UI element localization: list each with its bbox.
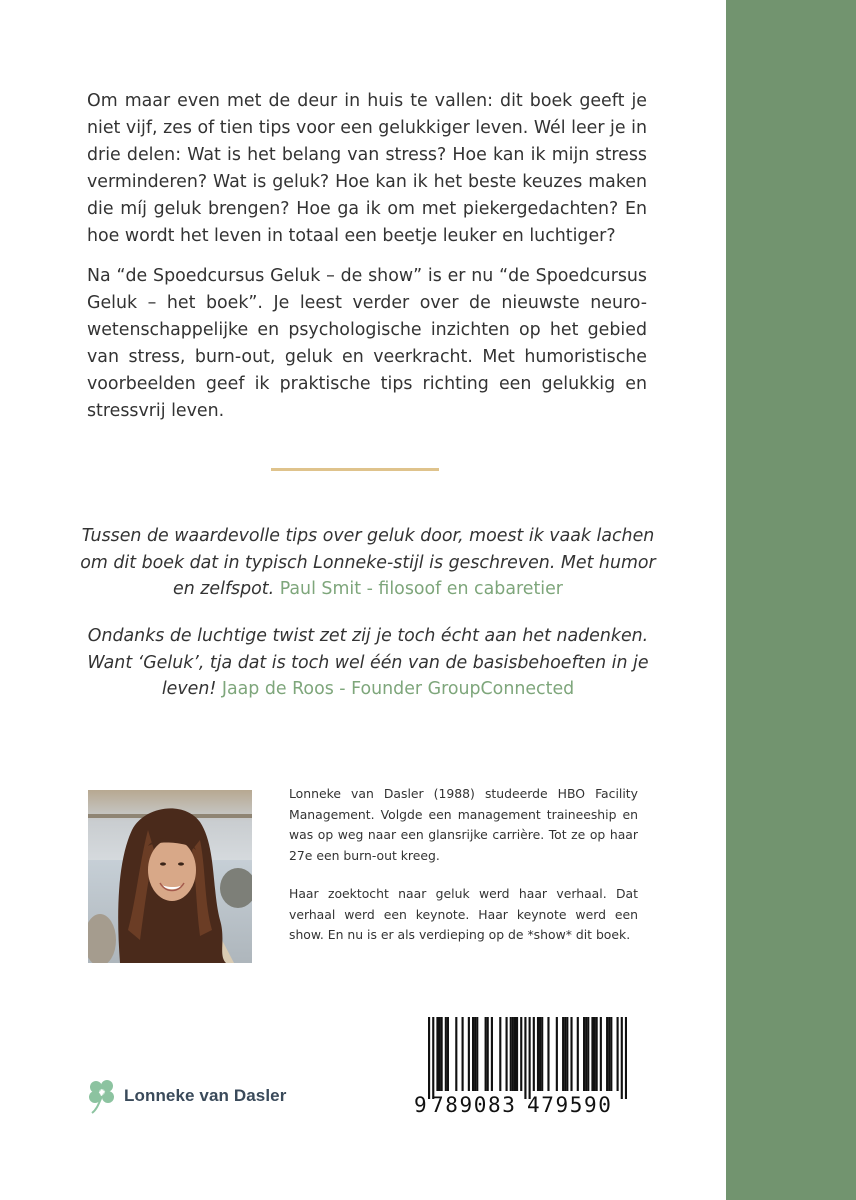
clover-icon — [86, 1078, 118, 1114]
author-bio-2: Haar zoektocht naar geluk werd haar verhaal. Dat verhaal werd een keynote. Haar keynote werd een show. En nu is er als verdieping op de *show* dit boek. — [289, 886, 638, 943]
quote-jaap-de-roos — [68, 623, 668, 703]
barcode-bar — [445, 1017, 447, 1091]
green-spine-band — [726, 0, 856, 1200]
barcode-bar — [539, 1017, 541, 1091]
barcode-bar — [617, 1017, 619, 1091]
barcode-bar — [529, 1017, 531, 1099]
isbn-barcode — [414, 1016, 629, 1122]
barcode-bar — [455, 1017, 457, 1091]
barcode-bar — [524, 1017, 526, 1099]
barcode-lead-digit: 9 — [414, 1093, 427, 1117]
barcode-bar — [485, 1017, 487, 1091]
barcode-bar — [562, 1017, 564, 1091]
barcode-bar — [491, 1017, 493, 1091]
barcode-bar — [583, 1017, 585, 1091]
barcode-bar — [596, 1017, 598, 1091]
barcode-bar — [608, 1017, 610, 1091]
barcode-bar — [499, 1017, 501, 1091]
barcode-bar — [570, 1017, 572, 1091]
quote-text: Ondanks de luchtige twist zet zij je toch écht aan het nadenken. Want ‘Geluk’, tja dat is toch wel één van de basisbehoeften in je leven! — [87, 626, 649, 699]
barcode-bar — [541, 1017, 543, 1091]
barcode-bar — [516, 1017, 518, 1091]
barcode-bar — [591, 1017, 593, 1091]
barcode-bars — [428, 1017, 627, 1099]
barcode-bar — [585, 1017, 587, 1091]
intro-paragraph: Om maar even met de deur in huis te vallen: dit boek geeft je niet vijf, zes of tien tips voor een gelukkiger leven. Wél leer je in drie delen: Wat is het belang van stress? Hoe kan ik mijn stress verminderen? Wat is geluk? Hoe kan ik het beste keuzes maken die míj geluk brengen? Hoe ga ik om met piekergedachten? En hoe wordt het leven in totaal een beetje leuker en luchtiger? — [87, 91, 647, 246]
barcode-bar — [462, 1017, 464, 1091]
barcode-bar — [625, 1017, 627, 1099]
barcode-bar — [512, 1017, 514, 1091]
barcode-bar — [533, 1017, 535, 1091]
barcode-bar — [577, 1017, 579, 1091]
barcode-bar — [566, 1017, 568, 1091]
barcode-bar — [441, 1017, 443, 1091]
publisher-name: Lonneke van Dasler — [124, 1086, 287, 1105]
barcode-bar — [487, 1017, 489, 1091]
barcode-bar — [472, 1017, 474, 1091]
barcode-bar — [432, 1017, 434, 1099]
barcode-bar — [468, 1017, 470, 1091]
publisher-logo — [86, 1076, 286, 1116]
barcode-bar — [600, 1017, 602, 1091]
author-bio-1: Lonneke van Dasler (1988) studeerde HBO Facility Management. Volgde een management traineeship en was op weg naar een glansrijke carrière. Tot ze op haar 27e een burn-out kreeg. — [289, 786, 638, 863]
author-portrait-photo — [88, 790, 252, 963]
barcode-bar — [436, 1017, 438, 1091]
second-paragraph: Na “de Spoedcursus Geluk – de show” is er nu “de Spoedcursus Geluk – het boek”. Je leest verder over de nieuwste neuro-wetenschappelijke en psychologische inzichten op het gebied van stress, burn-out, geluk en veerkracht. Met humoristische voorbeelden geef ik praktische tips richting een gelukkig en stressvrij leven. — [87, 266, 647, 421]
barcode-bar — [474, 1017, 476, 1091]
barcode-bar — [476, 1017, 478, 1091]
barcode-bar — [514, 1017, 516, 1091]
quote-paul-smit — [68, 523, 668, 603]
barcode-bar — [621, 1017, 623, 1099]
quote-text: Tussen de waardevolle tips over geluk door, moest ik vaak lachen om dit boek dat in typisch Lonneke-stijl is geschreven. Met humor en zelfspot. — [80, 526, 656, 599]
barcode-bar — [510, 1017, 512, 1091]
barcode-bar — [556, 1017, 558, 1091]
barcode-bar — [593, 1017, 595, 1091]
barcode-bar — [520, 1017, 522, 1091]
author-photo-illustration — [88, 790, 252, 963]
barcode-bar — [587, 1017, 589, 1091]
quote-attribution: Paul Smit - filosoof en cabaretier — [279, 579, 563, 599]
barcode-group-right: 479590 — [527, 1093, 613, 1117]
barcode-bar — [447, 1017, 449, 1091]
barcode-bar — [537, 1017, 539, 1091]
barcode-bar — [428, 1017, 430, 1099]
barcode-bar — [564, 1017, 566, 1091]
barcode-group-left: 789083 — [431, 1093, 517, 1117]
barcode-bar — [547, 1017, 549, 1091]
barcode-bar — [610, 1017, 612, 1091]
barcode-bar — [438, 1017, 440, 1091]
gold-divider — [271, 468, 439, 471]
barcode-bar — [506, 1017, 508, 1091]
barcode-bar — [606, 1017, 608, 1091]
quote-attribution: Jaap de Roos - Founder GroupConnected — [221, 679, 575, 699]
